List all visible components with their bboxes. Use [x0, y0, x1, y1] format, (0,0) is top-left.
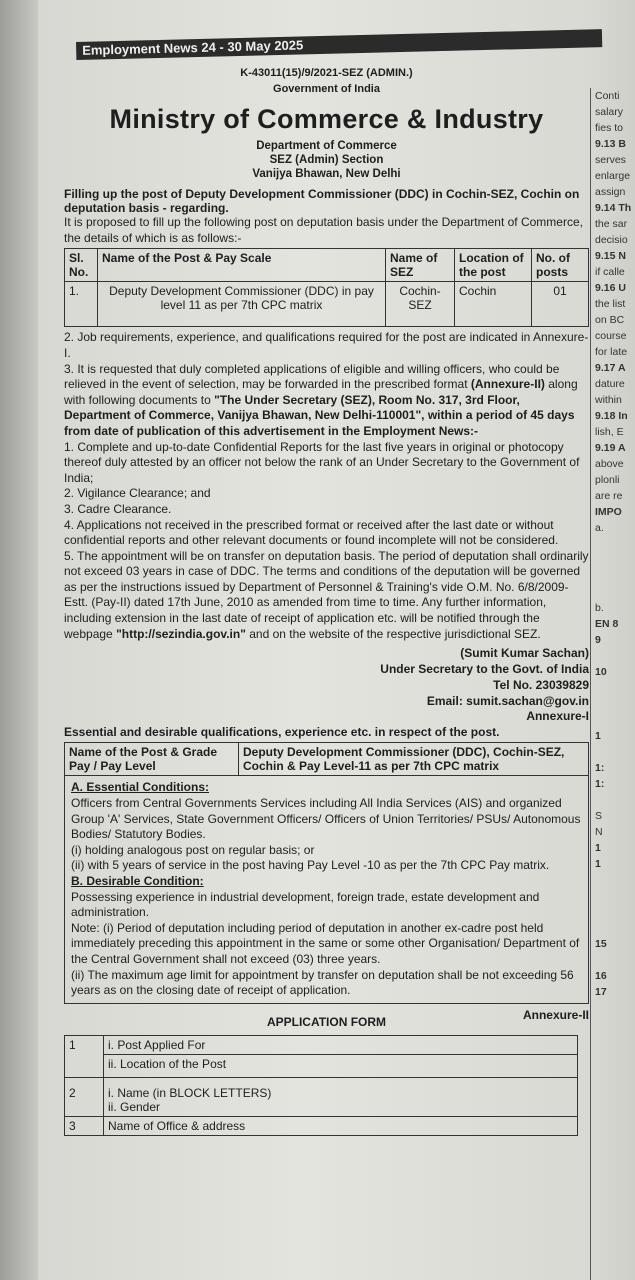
- cell-location: Cochin: [455, 282, 532, 327]
- adjacent-column-line: enlarge: [595, 170, 631, 182]
- adjacent-column-line: 1:: [595, 778, 605, 790]
- adjacent-column-line: Conti: [595, 90, 620, 102]
- adjacent-column-line: N: [595, 826, 603, 838]
- adjacent-column-line: lish, E: [595, 426, 624, 438]
- adjacent-column-line: S: [595, 810, 603, 822]
- adjacent-column-line: [591, 584, 635, 600]
- adjacent-column-line: [591, 872, 635, 888]
- paragraph-2: 2. Job requirements, experience, and qualifications required for the post are indicated in Annexure-I.: [64, 330, 589, 360]
- table-row: [65, 1077, 589, 1116]
- adjacent-column-line: a.: [595, 522, 604, 534]
- essential-i: (i) holding analogous post on regular basis; or: [71, 842, 315, 857]
- section-line: SEZ (Admin) Section: [269, 154, 384, 167]
- paragraph-3-address: "The Under Secretary (SEZ), Room No. 317, 3rd Floor, Department of Commerce, Vanijya Bhawan, New Delhi-110001", within a period of 45 days from date of publication of this advertisement in the Employment News:-: [64, 392, 575, 438]
- essential-text: Officers from Central Governments Services including All India Services (AIS) and organized Group 'A' Services, State Government Officers/ Officers of Union Territories/ PSUs/ Autonomous Bodies/ Statutory Bodies.: [71, 796, 581, 842]
- posts-table: [64, 248, 589, 327]
- signatory-name: (Sumit Kumar Sachan): [460, 646, 589, 661]
- adjacent-column-line: decisio: [595, 234, 628, 246]
- adjacent-column-line: b.: [595, 602, 604, 614]
- paragraph-5-text: 5. The appointment will be on transfer on deputation basis. The period of deputation shall ordinarily not exceed 03 years in case of DDC. The terms and conditions of the deputation will be governed as per the instructions issued by Department of Personnel & Training's vide O.M. No. 6/8/2009-Estt. (Pay-II) dated 17th June, 2010 as amended from time to time. Any further information, including extension in the last date of receipt of application etc. will be notified through the webpage: [64, 548, 589, 641]
- adjacent-column-line: course: [595, 330, 627, 342]
- adjacent-column-line: 9.18 In: [595, 410, 628, 422]
- adjacent-column-line: 1:: [595, 762, 605, 774]
- adjacent-column-line: [591, 952, 635, 968]
- desirable-heading: B. Desirable Condition:: [71, 874, 204, 888]
- intro-paragraph: It is proposed to fill up the following post on deputation basis under the Department of Commerce, the details of which is as follows:-: [64, 215, 583, 245]
- adjacent-column-line: 1: [595, 842, 601, 854]
- signature-block: [64, 645, 589, 709]
- adjacent-column-line: [591, 792, 635, 808]
- adjacent-column-line: 9: [595, 634, 601, 646]
- adjacent-column-line: [591, 920, 635, 936]
- adjacent-column-line: fies to: [595, 122, 624, 134]
- row-number: 2: [65, 1077, 104, 1116]
- adjacent-column-line: 9.15 N: [595, 250, 626, 262]
- annexure-1-title: Essential and desirable qualifications, experience etc. in respect of the post.: [64, 724, 500, 739]
- adjacent-column-line: for late: [595, 346, 628, 358]
- ministry-title: Ministry of Commerce & Industry: [109, 104, 544, 135]
- paragraph-3-annexure: (Annexure-II): [470, 377, 545, 392]
- spacer-cell: [578, 1035, 589, 1054]
- document-item-4: 4. Applications not received in the prescribed format or received after the last date or without confidential reports and other relevant documents or found incomplete will not be considered.: [64, 517, 559, 548]
- cell-sez-name: Cochin-SEZ: [386, 282, 455, 327]
- adjacent-column-line: [591, 888, 635, 904]
- adjacent-column-line: [591, 568, 635, 584]
- department-line: Department of Commerce: [256, 140, 397, 153]
- adjacent-column-line: assign: [595, 186, 626, 198]
- form-field-label: i. Post Applied For: [104, 1035, 578, 1054]
- adjacent-column-line: 9.14 Th: [595, 202, 632, 214]
- address-line: Vanijya Bhawan, New Delhi: [252, 168, 401, 181]
- cell-no-posts: 01: [532, 282, 589, 327]
- adjacent-column-line: 15: [595, 938, 607, 950]
- spacer-cell: [578, 1054, 589, 1077]
- application-form-table: [64, 1035, 589, 1136]
- signatory-designation: Under Secretary to the Govt. of India: [380, 662, 589, 677]
- document-item-3: 3. Cadre Clearance.: [64, 501, 172, 516]
- adjacent-column-line: EN 8: [595, 618, 619, 630]
- adjacent-column-line: [591, 680, 635, 696]
- cell-sl-no: 1.: [65, 282, 98, 327]
- table-row: [65, 743, 589, 776]
- adjacent-column-line: [591, 712, 635, 728]
- paragraph-3-mid: along with following documents to: [64, 377, 578, 407]
- adjacent-column-line: serves: [595, 154, 626, 166]
- government-line: Government of India: [273, 82, 380, 95]
- subject: Filling up the post of Deputy Development Commissioner (DDC) in Cochin-SEZ, Cochin on deputation basis - regarding.: [64, 187, 580, 216]
- form-field-label: Name of Office & address: [104, 1116, 578, 1135]
- adjacent-column-line: 9.17 A: [595, 362, 626, 374]
- col-sl-no: Sl. No.: [65, 249, 98, 282]
- document-item-1: 1. Complete and up-to-date Confidential Reports for the last five years in original or photocopy thereof duly attested by an officer not below the rank of an Under Secretary to the Government of India;: [64, 439, 580, 485]
- form-field-label: i. Name (in BLOCK LETTERS): [108, 1085, 272, 1100]
- adjacent-column-line: within: [595, 394, 622, 406]
- post-value-cell: Deputy Development Commissioner (DDC), Cochin-SEZ, Cochin & Pay Level-11 as per 7th CPC matrix: [239, 743, 589, 776]
- adjacent-column-line: 17: [595, 986, 607, 998]
- adjacent-column-line: 16: [595, 970, 607, 982]
- document-item-2: 2. Vigilance Clearance; and: [64, 486, 211, 501]
- advertisement-column: [64, 40, 589, 1136]
- paragraph-5-end: and on the website of the respective jurisdictional SEZ.: [249, 626, 541, 641]
- adjacent-column-line: 9.19 A: [595, 442, 626, 454]
- post-label-cell: Name of the Post & Grade Pay / Pay Level: [65, 743, 239, 776]
- paragraph-3: [64, 362, 589, 440]
- qualification-conditions-box: [64, 776, 589, 1003]
- qualification-post-table: [64, 742, 589, 776]
- paragraph-5-url: "http://sezindia.gov.in": [116, 626, 246, 641]
- signatory-tel: Tel No. 23039829: [493, 678, 589, 693]
- page-spine: [0, 0, 38, 1280]
- adjacent-column-line: dature: [595, 378, 625, 390]
- annexure-2-label: Annexure-II: [522, 1007, 589, 1022]
- signatory-email: Email: sumit.sachan@gov.in: [426, 694, 589, 709]
- adjacent-column-line: if calle: [595, 266, 625, 278]
- annexure-1-label: Annexure-I: [526, 709, 589, 724]
- table-row: [65, 1054, 589, 1077]
- adjacent-column-line: 1: [595, 858, 601, 870]
- spacer-cell: [578, 1116, 589, 1135]
- adjacent-column-line: [591, 696, 635, 712]
- adjacent-column-line: above: [595, 458, 624, 470]
- adjacent-column-line: the sar: [595, 218, 628, 230]
- col-location: Location of the post: [455, 249, 532, 282]
- adjacent-column-line: [591, 744, 635, 760]
- adjacent-column-fragment: [590, 88, 635, 1280]
- form-field-label: ii. Gender: [108, 1099, 161, 1114]
- essential-ii: (ii) with 5 years of service in the post having Pay Level -10 as per the 7th CPC Pay matrix.: [71, 858, 550, 873]
- table-row: [65, 1035, 589, 1054]
- row-number: 3: [65, 1116, 104, 1135]
- form-field-group: [104, 1077, 578, 1116]
- adjacent-column-line: plonli: [595, 474, 620, 486]
- table-row: [65, 1116, 589, 1135]
- adjacent-column-line: the list: [595, 298, 626, 310]
- essential-heading: A. Essential Conditions:: [71, 780, 210, 795]
- paragraph-3-start: 3. It is requested that duly completed applications of eligible and willing officers, who could be relieved in the event of selection, may be forwarded in the prescribed format: [64, 361, 560, 392]
- adjacent-column-line: 9.16 U: [595, 282, 626, 294]
- table-row: [65, 282, 589, 327]
- col-post-name: Name of the Post & Pay Scale: [98, 249, 386, 282]
- application-form-title: APPLICATION FORM: [266, 1015, 387, 1030]
- paragraph-5: [64, 549, 589, 643]
- form-field-label: ii. Location of the Post: [104, 1054, 578, 1077]
- col-sez-name: Name of SEZ: [386, 249, 455, 282]
- col-no-posts: No. of posts: [532, 249, 589, 282]
- cell-post-name: Deputy Development Commissioner (DDC) in pay level 11 as per 7th CPC matrix: [98, 282, 386, 327]
- adjacent-column-line: IMPO: [595, 506, 622, 518]
- adjacent-column-line: [591, 552, 635, 568]
- adjacent-column-line: on BC: [595, 314, 625, 326]
- masthead: Employment News 24 - 30 May 2025: [76, 29, 602, 60]
- row-number: 1: [65, 1035, 104, 1077]
- posts-table-header: [65, 249, 589, 282]
- adjacent-column-line: are re: [595, 490, 623, 502]
- adjacent-column-line: 10: [595, 666, 607, 678]
- adjacent-column-line: [591, 536, 635, 552]
- adjacent-column-line: [591, 648, 635, 664]
- note-i: Note: (i) Period of deputation including period of deputation in another ex-cadre post held immediately preceding this appointment in the same or some other Organisation/ Department of the Central Government shall not exceed (03) three years.: [71, 920, 580, 966]
- adjacent-column-line: salary: [595, 106, 624, 118]
- spacer-cell: [578, 1077, 589, 1116]
- adjacent-column-line: 1: [595, 730, 601, 742]
- adjacent-column-line: [591, 904, 635, 920]
- note-ii: (ii) The maximum age limit for appointment by transfer on deputation shall be not exceeding 56 years as on the closing date of receipt of application.: [71, 967, 574, 998]
- adjacent-column-line: 9.13 B: [595, 138, 626, 150]
- desirable-text: Possessing experience in industrial development, foreign trade, estate development and administration.: [71, 889, 540, 920]
- reference-number: K-43011(15)/9/2021-SEZ (ADMIN.): [240, 67, 413, 79]
